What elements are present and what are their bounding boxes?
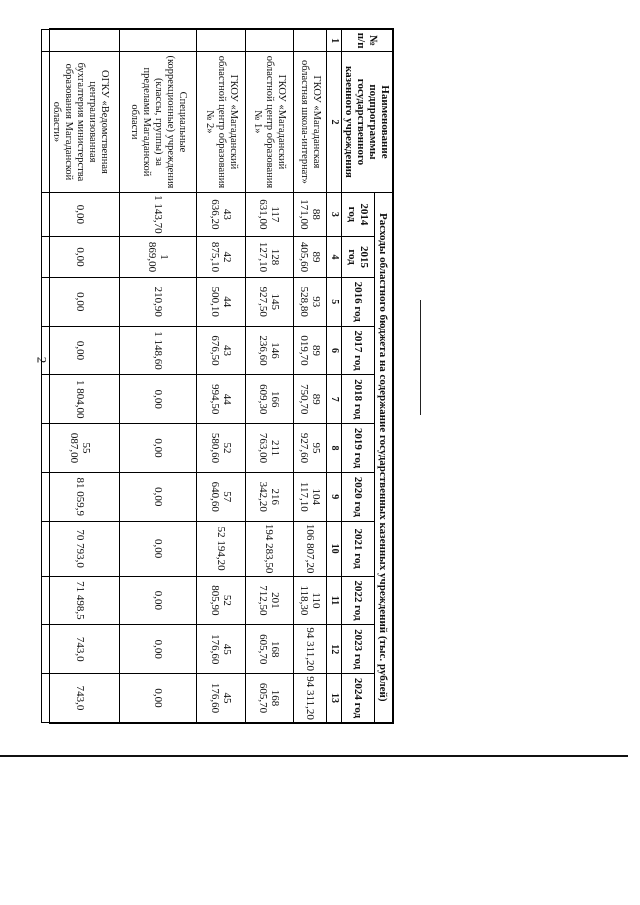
value-cell: 211 763,00 xyxy=(245,424,293,473)
expenses-table xyxy=(41,29,393,723)
header-no: № п/п xyxy=(342,30,393,52)
year-header: 2020 год xyxy=(342,472,375,521)
value-cell: 89 019,70 xyxy=(293,326,326,375)
column-number: 11 xyxy=(327,576,342,625)
value-cell: 1 143,70 xyxy=(119,192,197,237)
value-cell: 94 311,20 xyxy=(293,625,326,674)
value-cell: 201 712,50 xyxy=(245,576,293,625)
value-cell: 106 807,20 xyxy=(293,521,326,576)
column-number: 9 xyxy=(327,472,342,521)
value-cell: 44 994,50 xyxy=(197,375,245,424)
value-cell: 194 283,50 xyxy=(245,521,293,576)
header-name: Наименование подпрограммы государственного казенного учреждения xyxy=(342,52,393,192)
year-header: 2015 год xyxy=(342,237,375,278)
institution-name: ГКОУ «Магаданский областной центр образования № 2» xyxy=(197,52,245,192)
year-header: 2019 год xyxy=(342,424,375,473)
value-cell: 166 609,30 xyxy=(245,375,293,424)
horizontal-rule xyxy=(0,755,628,757)
table-row xyxy=(245,30,293,723)
value-cell: 146 236,60 xyxy=(245,326,293,375)
column-number: 5 xyxy=(327,277,342,326)
value-cell: 52 194,20 xyxy=(197,521,245,576)
value-cell: 1 869,00 xyxy=(119,237,197,278)
value-cell: 93 528,80 xyxy=(293,277,326,326)
value-cell: 0,00 xyxy=(119,674,197,723)
table-row xyxy=(293,30,326,723)
row-no xyxy=(293,30,326,52)
value-cell: 42 875,10 xyxy=(197,237,245,278)
value-cell: 0,00 xyxy=(119,375,197,424)
value-cell: 52 805,90 xyxy=(197,576,245,625)
value-cell: 0,00 xyxy=(119,576,197,625)
value-cell: 44 500,10 xyxy=(197,277,245,326)
value-cell: 45 176,60 xyxy=(197,674,245,723)
value-cell: 168 605,70 xyxy=(245,625,293,674)
institution-name: ГКОУ «Магаданская областная школа-интернат» xyxy=(293,52,326,192)
column-number: 3 xyxy=(327,192,342,237)
column-number: 2 xyxy=(327,52,342,192)
year-header: 2023 год xyxy=(342,625,375,674)
column-number: 7 xyxy=(327,375,342,424)
row-no xyxy=(245,30,293,52)
value-cell: 117 631,00 xyxy=(245,192,293,237)
value-cell: 1 148,60 xyxy=(119,326,197,375)
value-cell: 52 580,60 xyxy=(197,424,245,473)
value-cell: 104 117,10 xyxy=(293,472,326,521)
value-cell: 95 927,60 xyxy=(293,424,326,473)
value-cell: 0,00 xyxy=(119,424,197,473)
value-cell: 0,00 xyxy=(42,192,120,237)
value-cell: 89 750,70 xyxy=(293,375,326,424)
column-numbering-row xyxy=(327,30,342,723)
year-header: 2024 год xyxy=(342,674,375,723)
value-cell: 1 804,00 xyxy=(42,375,120,424)
value-cell: 88 171,00 xyxy=(293,192,326,237)
row-no xyxy=(42,30,120,52)
value-cell: 43 636,20 xyxy=(197,192,245,237)
table-row xyxy=(42,30,120,723)
year-header: 2021 год xyxy=(342,521,375,576)
value-cell: 55 087,00 xyxy=(42,424,120,473)
institution-name: Специальные (коррекционные) учреждения (классы, группы) за пределами Магаданской области xyxy=(119,52,197,192)
value-cell: 168 605,70 xyxy=(245,674,293,723)
value-cell: 81 059,9 xyxy=(42,472,120,521)
value-cell: 0,00 xyxy=(42,277,120,326)
value-cell: 94 311,20 xyxy=(293,674,326,723)
year-header: 2014 год xyxy=(342,192,375,237)
value-cell: 743,0 xyxy=(42,625,120,674)
value-cell: 45 176,60 xyxy=(197,625,245,674)
value-cell: 128 127,10 xyxy=(245,237,293,278)
column-number: 6 xyxy=(327,326,342,375)
expenses-table-frame xyxy=(49,28,394,724)
column-number: 4 xyxy=(327,237,342,278)
column-number: 10 xyxy=(327,521,342,576)
value-cell: 71 498,5 xyxy=(42,576,120,625)
year-header: 2017 год xyxy=(342,326,375,375)
table-row xyxy=(197,30,245,723)
year-header: 2022 год xyxy=(342,576,375,625)
value-cell: 743,0 xyxy=(42,674,120,723)
value-cell: 216 342,20 xyxy=(245,472,293,521)
vertical-rule xyxy=(420,300,421,415)
column-number: 13 xyxy=(327,674,342,723)
year-header: 2018 год xyxy=(342,375,375,424)
row-no xyxy=(197,30,245,52)
value-cell: 70 793,0 xyxy=(42,521,120,576)
value-cell: 0,00 xyxy=(119,521,197,576)
value-cell: 0,00 xyxy=(42,326,120,375)
column-number: 1 xyxy=(327,30,342,52)
column-number: 12 xyxy=(327,625,342,674)
page-number: 2 xyxy=(34,356,50,364)
value-cell: 0,00 xyxy=(42,237,120,278)
institution-name: ОГКУ «Ведомственная централизованная бухгалтерия министерства образования Магаданской области» xyxy=(42,52,120,192)
value-cell: 110 118,30 xyxy=(293,576,326,625)
year-header: 2016 год xyxy=(342,277,375,326)
value-cell: 43 676,50 xyxy=(197,326,245,375)
value-cell: 89 405,60 xyxy=(293,237,326,278)
value-cell: 145 927,50 xyxy=(245,277,293,326)
header-group-title: Расходы областного бюджета на содержание государственных казенных учреждений (тыс. рублей) xyxy=(374,192,392,722)
header-row-group xyxy=(374,30,392,723)
institution-name: ГКОУ «Магаданский областной центр образования № 1» xyxy=(245,52,293,192)
table-row xyxy=(119,30,197,723)
column-number: 8 xyxy=(327,424,342,473)
value-cell: 0,00 xyxy=(119,472,197,521)
value-cell: 57 640,60 xyxy=(197,472,245,521)
value-cell: 0,00 xyxy=(119,625,197,674)
row-no xyxy=(119,30,197,52)
rotated-table-wrapper xyxy=(50,29,393,723)
value-cell: 210,90 xyxy=(119,277,197,326)
